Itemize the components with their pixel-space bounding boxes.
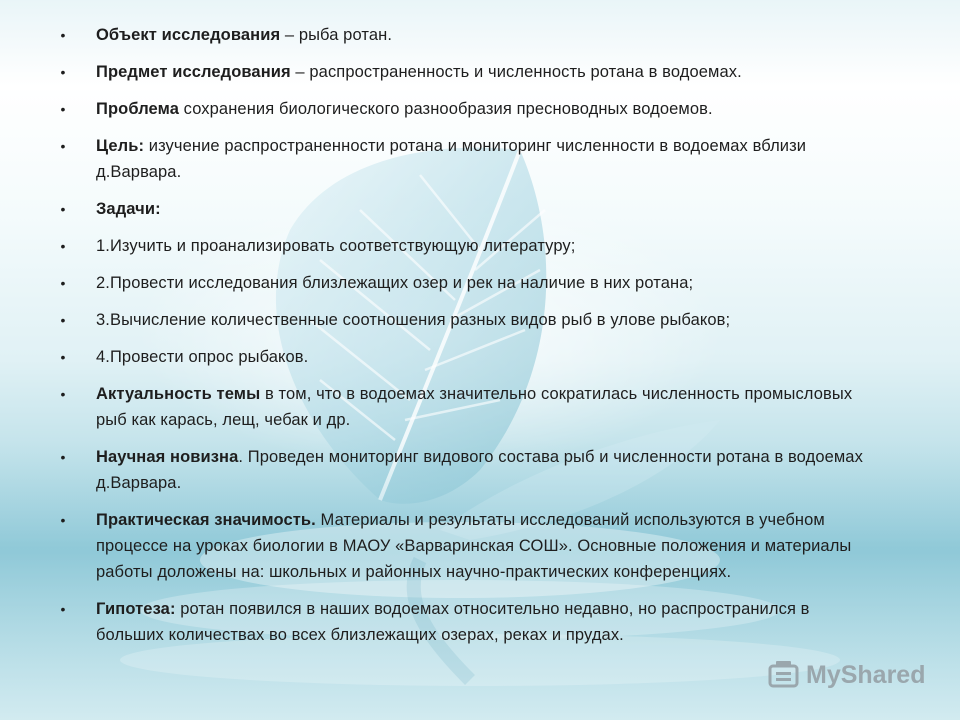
bullet-item xyxy=(55,22,875,48)
watermark-text: MyShared xyxy=(806,660,926,689)
bullet-item xyxy=(55,444,875,496)
bullet-marker: • xyxy=(60,64,66,80)
bullet-bold-label: Проблема xyxy=(96,100,179,118)
bullet-item xyxy=(55,59,875,85)
bullet-marker: • xyxy=(60,512,66,528)
bullet-bold-label: Предмет исследования xyxy=(96,63,291,81)
bullet-marker: • xyxy=(60,238,66,254)
bullet-item xyxy=(55,196,875,222)
bullet-marker: • xyxy=(60,349,66,365)
bullet-item xyxy=(55,507,875,585)
bullet-bold-label: Практическая значимость. xyxy=(96,511,316,529)
myshared-logo-icon xyxy=(768,660,799,691)
bullet-bold-label: Актуальность темы xyxy=(96,385,261,403)
bullet-bold-label: Гипотеза: xyxy=(96,600,176,618)
bullet-item xyxy=(55,270,875,296)
bullet-item xyxy=(55,133,875,185)
bullet-text: Материалы и результаты исследований используются в учебном процессе на уроках биологии в МАОУ «Варваринская СОШ». Основные положения и материалы работы доложены на: школьных и районных научно-практических конференциях. xyxy=(96,511,852,581)
bullet-text: ротан появился в наших водоемах относительно недавно, но распространился в больших количествах во всех близлежащих озерах, реках и прудах. xyxy=(96,600,810,644)
bullet-item xyxy=(55,307,875,333)
bullet-text: изучение распространенности ротана и мониторинг численности в водоемах вблизи д.Варвара. xyxy=(96,137,807,181)
bullet-marker: • xyxy=(60,201,66,217)
bullet-text: 1.Изучить и проанализировать соответствующую литературу; xyxy=(96,237,576,255)
bullet-text: 2.Провести исследования близлежащих озер и рек на наличие в них ротана; xyxy=(96,274,694,292)
myshared-watermark xyxy=(768,658,925,692)
bullet-text: – распространенность и численность ротана в водоемах. xyxy=(290,63,742,81)
bullet-item xyxy=(55,381,875,433)
bullet-marker: • xyxy=(60,601,66,617)
bullet-list-container xyxy=(55,22,875,659)
bullet-item xyxy=(55,344,875,370)
bullet-marker: • xyxy=(60,312,66,328)
bullet-marker: • xyxy=(60,386,66,402)
bullet-marker: • xyxy=(60,101,66,117)
bullet-text: сохранения биологического разнообразия пресноводных водоемов. xyxy=(179,100,713,118)
bullet-text: 4.Провести опрос рыбаков. xyxy=(96,348,309,366)
bullet-marker: • xyxy=(60,27,66,43)
bullet-item xyxy=(55,96,875,122)
bullet-marker: • xyxy=(60,449,66,465)
bullet-text: 3.Вычисление количественные соотношения разных видов рыб в улове рыбаков; xyxy=(96,311,731,329)
bullet-bold-label: Задачи: xyxy=(96,200,161,218)
bullet-list xyxy=(55,22,875,648)
bullet-bold-label: Цель: xyxy=(96,137,145,155)
bullet-bold-label: Объект исследования xyxy=(96,26,281,44)
bullet-text: – рыба ротан. xyxy=(280,26,393,44)
bullet-bold-label: Научная новизна xyxy=(96,448,239,466)
bullet-text: в том, что в водоемах значительно сократилась численность промысловых рыб как карась, лещ, чебак и др. xyxy=(96,385,853,429)
bullet-marker: • xyxy=(60,138,66,154)
bullet-text: . Проведен мониторинг видового состава рыб и численности ротана в водоемах д.Варвара. xyxy=(96,448,863,492)
bullet-item xyxy=(55,233,875,259)
bullet-marker: • xyxy=(60,275,66,291)
bullet-item xyxy=(55,596,875,648)
